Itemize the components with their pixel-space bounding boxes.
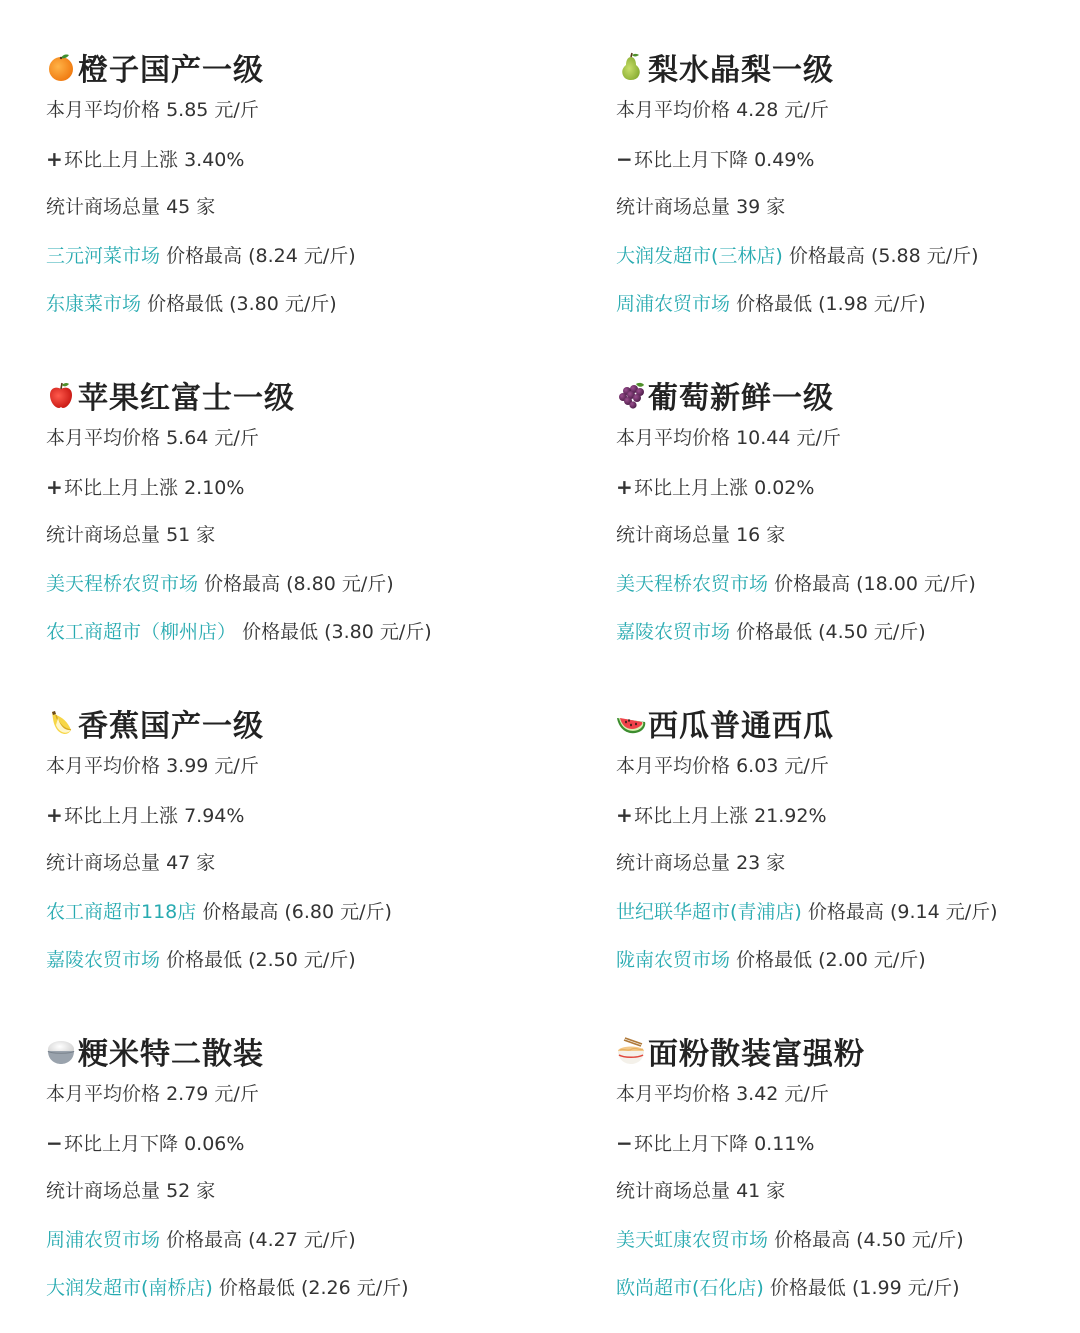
lowest-price-line <box>46 292 546 316</box>
lowest-market-link[interactable]: 欧尚超市(石化店) <box>616 1277 764 1300</box>
product-title <box>616 44 1080 90</box>
product-card-grapes <box>616 372 1080 644</box>
pear-icon <box>616 52 646 82</box>
count-label: 统计商场总量 <box>46 524 161 547</box>
lowest-market-link[interactable]: 嘉陵农贸市场 <box>616 621 731 644</box>
trend-value: 0.11% <box>754 1132 815 1155</box>
count-value: 41 <box>736 1180 761 1203</box>
highest-label: 价格最高 <box>774 572 851 595</box>
highest-label: 价格最高 <box>788 244 865 267</box>
product-card-pear <box>616 44 1080 316</box>
noodle-bowl-icon <box>616 1036 646 1066</box>
banana-icon <box>46 708 76 738</box>
highest-price-value: (5.88 元/斤) <box>870 244 979 267</box>
highest-price-line <box>616 900 1080 924</box>
count-label: 统计商场总量 <box>616 852 731 875</box>
highest-market-link[interactable]: 世纪联华超市(青浦店) <box>616 900 802 923</box>
lowest-label: 价格最低 <box>218 1277 295 1300</box>
product-title <box>46 700 546 746</box>
avg-label: 本月平均价格 <box>46 427 161 449</box>
trend-sign: + <box>616 802 633 827</box>
market-count-line <box>46 523 546 547</box>
watermelon-icon <box>616 708 646 738</box>
highest-price-line <box>46 1228 546 1252</box>
grapes-icon <box>616 380 646 410</box>
trend-text: 环比上月下降 <box>634 148 749 171</box>
trend-line <box>46 1131 546 1155</box>
highest-market-link[interactable]: 美天程桥农贸市场 <box>46 572 199 595</box>
trend-sign: + <box>46 802 63 827</box>
lowest-label: 价格最低 <box>242 621 319 644</box>
highest-market-link[interactable]: 美天程桥农贸市场 <box>616 572 769 595</box>
trend-line <box>46 803 546 827</box>
highest-price-value: (4.50 元/斤) <box>856 1228 964 1251</box>
count-suffix: 家 <box>766 196 786 219</box>
market-count-line <box>616 523 1080 547</box>
title-text: 葡萄新鲜一级 <box>648 381 834 416</box>
product-title <box>46 372 546 418</box>
trend-value: 2.10% <box>184 476 245 499</box>
product-title <box>46 44 546 90</box>
highest-price-line <box>616 572 1080 596</box>
product-title <box>46 1028 546 1074</box>
market-count-line <box>616 195 1080 219</box>
market-count-line <box>616 851 1080 875</box>
lowest-label: 价格最低 <box>736 621 813 644</box>
lowest-price-line <box>616 948 1080 972</box>
rice-icon <box>46 1036 76 1066</box>
highest-label: 价格最高 <box>204 572 281 595</box>
avg-price-line <box>46 1082 546 1106</box>
product-card-orange <box>46 44 546 316</box>
product-title <box>616 700 1080 746</box>
unit-label: 元/斤 <box>784 99 829 121</box>
unit-label: 元/斤 <box>214 1083 259 1105</box>
trend-text: 环比上月上涨 <box>634 804 749 827</box>
highest-price-value: (9.14 元/斤) <box>889 900 998 923</box>
trend-line <box>46 475 546 499</box>
count-label: 统计商场总量 <box>616 524 731 547</box>
avg-label: 本月平均价格 <box>616 1083 731 1105</box>
avg-price-value: 5.64 <box>166 427 209 449</box>
count-suffix: 家 <box>766 852 786 875</box>
trend-line <box>46 147 546 171</box>
lowest-label: 价格最低 <box>166 949 243 972</box>
lowest-price-value: (4.50 元/斤) <box>818 621 926 644</box>
highest-market-link[interactable]: 大润发超市(三林店) <box>616 244 783 267</box>
unit-label: 元/斤 <box>214 99 259 121</box>
trend-sign: + <box>46 474 63 499</box>
lowest-price-line <box>46 1276 546 1300</box>
lowest-label: 价格最低 <box>736 949 813 972</box>
product-card-banana <box>46 700 546 972</box>
product-card-watermelon <box>616 700 1080 972</box>
avg-price-line <box>616 754 1080 778</box>
title-text: 苹果红富士一级 <box>78 381 295 416</box>
avg-label: 本月平均价格 <box>616 99 731 121</box>
count-label: 统计商场总量 <box>616 1180 731 1203</box>
count-label: 统计商场总量 <box>46 852 161 875</box>
lowest-market-link[interactable]: 东康菜市场 <box>46 293 142 316</box>
lowest-market-link[interactable]: 农工商超市（柳州店） <box>46 621 237 644</box>
lowest-price-line <box>616 620 1080 644</box>
avg-price-value: 3.99 <box>166 755 209 777</box>
count-value: 16 <box>736 524 761 547</box>
title-text: 粳米特二散装 <box>78 1037 264 1072</box>
title-text: 面粉散装富强粉 <box>648 1037 865 1072</box>
lowest-price-value: (3.80 元/斤) <box>229 293 337 316</box>
trend-text: 环比上月上涨 <box>634 476 749 499</box>
count-suffix: 家 <box>196 524 216 547</box>
trend-value: 21.92% <box>754 804 827 827</box>
highest-label: 价格最高 <box>166 1228 243 1251</box>
count-value: 52 <box>166 1180 191 1203</box>
lowest-market-link[interactable]: 周浦农贸市场 <box>616 293 731 316</box>
trend-sign: + <box>46 146 63 171</box>
unit-label: 元/斤 <box>784 755 829 777</box>
highest-price-value: (6.80 元/斤) <box>284 900 392 923</box>
count-value: 45 <box>166 196 191 219</box>
avg-price-line <box>616 98 1080 122</box>
avg-label: 本月平均价格 <box>616 427 731 449</box>
unit-label: 元/斤 <box>214 427 259 449</box>
trend-value: 0.49% <box>754 148 815 171</box>
lowest-price-line <box>616 292 1080 316</box>
count-suffix: 家 <box>766 1180 786 1203</box>
market-count-line <box>46 851 546 875</box>
lowest-market-link[interactable]: 嘉陵农贸市场 <box>46 949 161 972</box>
avg-price-value: 2.79 <box>166 1083 209 1105</box>
count-value: 47 <box>166 852 191 875</box>
lowest-price-value: (1.99 元/斤) <box>851 1277 960 1300</box>
avg-price-value: 5.85 <box>166 99 209 121</box>
avg-label: 本月平均价格 <box>46 755 161 777</box>
lowest-price-value: (2.50 元/斤) <box>248 949 356 972</box>
avg-price-line <box>46 98 546 122</box>
trend-text: 环比上月上涨 <box>64 804 179 827</box>
lowest-price-value: (2.26 元/斤) <box>300 1277 409 1300</box>
highest-price-value: (8.24 元/斤) <box>248 244 356 267</box>
lowest-label: 价格最低 <box>769 1277 846 1300</box>
product-title <box>616 1028 1080 1074</box>
highest-price-value: (18.00 元/斤) <box>856 572 976 595</box>
count-label: 统计商场总量 <box>46 1180 161 1203</box>
product-title <box>616 372 1080 418</box>
trend-line <box>616 1131 1080 1155</box>
lowest-market-link[interactable]: 陇南农贸市场 <box>616 949 731 972</box>
count-value: 23 <box>736 852 761 875</box>
highest-label: 价格最高 <box>202 900 279 923</box>
title-text: 橙子国产一级 <box>78 53 264 88</box>
trend-value: 3.40% <box>184 148 245 171</box>
apple-icon <box>46 380 76 410</box>
count-suffix: 家 <box>196 196 216 219</box>
highest-market-link[interactable]: 美天虹康农贸市场 <box>616 1228 769 1251</box>
lowest-price-line <box>46 948 546 972</box>
trend-line <box>616 475 1080 499</box>
avg-label: 本月平均价格 <box>616 755 731 777</box>
trend-line <box>616 803 1080 827</box>
product-card-rice <box>46 1028 546 1300</box>
count-suffix: 家 <box>196 1180 216 1203</box>
lowest-price-value: (1.98 元/斤) <box>818 293 926 316</box>
trend-text: 环比上月下降 <box>634 1132 749 1155</box>
highest-price-line <box>616 1228 1080 1252</box>
highest-price-line <box>46 572 546 596</box>
trend-value: 0.06% <box>184 1132 245 1155</box>
lowest-price-line <box>46 620 546 644</box>
trend-sign: + <box>616 474 633 499</box>
count-suffix: 家 <box>766 524 786 547</box>
highest-price-line <box>616 244 1080 268</box>
highest-price-value: (4.27 元/斤) <box>248 1228 356 1251</box>
lowest-price-value: (2.00 元/斤) <box>818 949 926 972</box>
lowest-label: 价格最低 <box>736 293 813 316</box>
highest-label: 价格最高 <box>807 900 884 923</box>
trend-text: 环比上月上涨 <box>64 476 179 499</box>
trend-sign: − <box>616 146 633 171</box>
product-card-flour <box>616 1028 1080 1300</box>
trend-sign: − <box>46 1130 63 1155</box>
avg-price-line <box>616 426 1080 450</box>
highest-price-value: (8.80 元/斤) <box>286 572 394 595</box>
orange-icon <box>46 52 76 82</box>
highest-price-line <box>46 244 546 268</box>
avg-price-value: 4.28 <box>736 99 779 121</box>
trend-value: 7.94% <box>184 804 245 827</box>
avg-price-line <box>46 754 546 778</box>
count-suffix: 家 <box>196 852 216 875</box>
unit-label: 元/斤 <box>214 755 259 777</box>
market-count-line <box>46 195 546 219</box>
highest-label: 价格最高 <box>166 244 243 267</box>
market-count-line <box>46 1179 546 1203</box>
product-card-apple <box>46 372 546 644</box>
unit-label: 元/斤 <box>784 1083 829 1105</box>
lowest-label: 价格最低 <box>147 293 224 316</box>
highest-label: 价格最高 <box>774 1228 851 1251</box>
avg-price-line <box>46 426 546 450</box>
avg-price-value: 6.03 <box>736 755 779 777</box>
trend-sign: − <box>616 1130 633 1155</box>
avg-label: 本月平均价格 <box>46 1083 161 1105</box>
count-label: 统计商场总量 <box>46 196 161 219</box>
count-value: 51 <box>166 524 191 547</box>
market-count-line <box>616 1179 1080 1203</box>
trend-line <box>616 147 1080 171</box>
title-text: 西瓜普通西瓜 <box>648 709 834 744</box>
lowest-price-line <box>616 1276 1080 1300</box>
trend-text: 环比上月下降 <box>64 1132 179 1155</box>
lowest-market-link[interactable]: 大润发超市(南桥店) <box>46 1277 213 1300</box>
highest-market-link[interactable]: 三元河菜市场 <box>46 244 161 267</box>
title-text: 梨水晶梨一级 <box>648 53 834 88</box>
highest-price-line <box>46 900 546 924</box>
avg-price-line <box>616 1082 1080 1106</box>
highest-market-link[interactable]: 农工商超市118店 <box>46 900 197 923</box>
count-label: 统计商场总量 <box>616 196 731 219</box>
trend-text: 环比上月上涨 <box>64 148 179 171</box>
trend-value: 0.02% <box>754 476 815 499</box>
unit-label: 元/斤 <box>796 427 841 449</box>
title-text: 香蕉国产一级 <box>78 709 264 744</box>
count-value: 39 <box>736 196 761 219</box>
highest-market-link[interactable]: 周浦农贸市场 <box>46 1228 161 1251</box>
avg-price-value: 3.42 <box>736 1083 779 1105</box>
avg-label: 本月平均价格 <box>46 99 161 121</box>
avg-price-value: 10.44 <box>736 427 791 449</box>
lowest-price-value: (3.80 元/斤) <box>324 621 432 644</box>
